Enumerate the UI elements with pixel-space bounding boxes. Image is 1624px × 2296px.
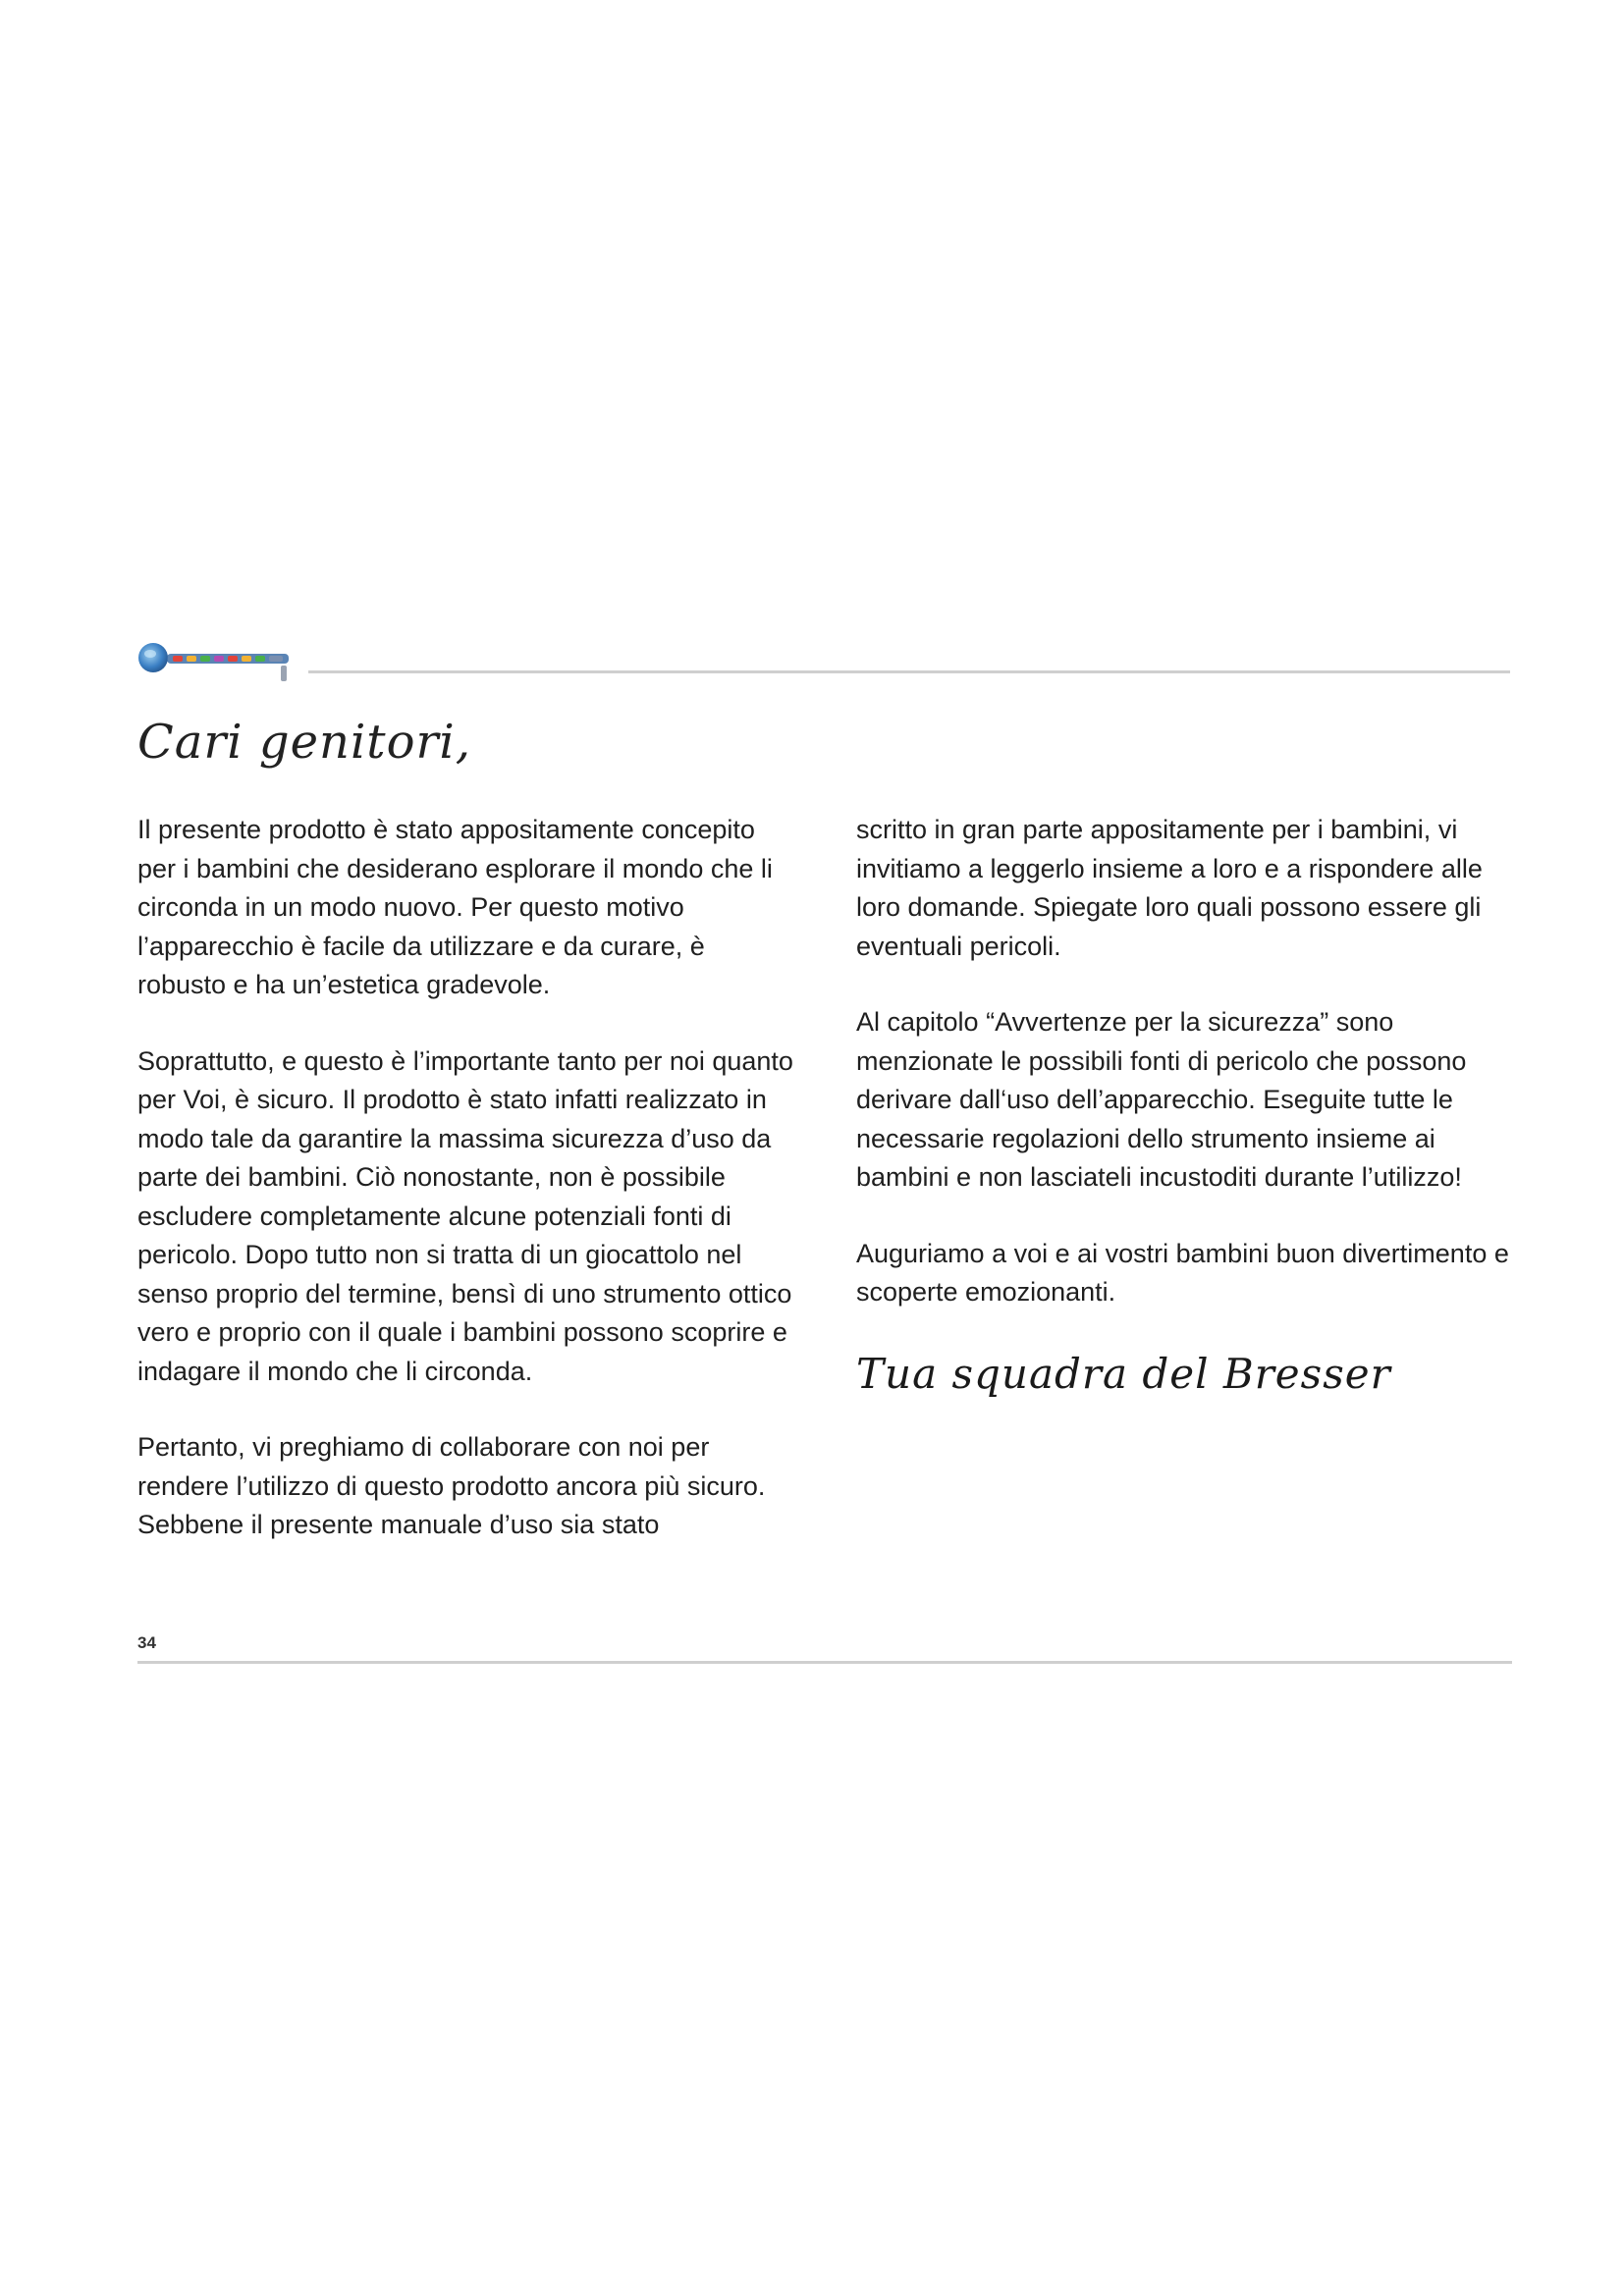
paragraph-intro: Il presente prodotto è stato appositamente concepito per i bambini che desiderano esplorare il mondo che li circonda in un modo nuovo. Per questo motivo l’apparecchio è facile da utilizzare e da curare, è robusto e ha un’estetica gradevole.: [137, 815, 773, 999]
footer-divider: [137, 1661, 1512, 1664]
brand-logo-icon: [137, 636, 297, 685]
header-divider: [308, 670, 1510, 673]
letter-greeting: Cari genitori,: [137, 715, 472, 770]
paragraph-warnings: Al capitolo “Avvertenze per la sicurezza” sono menzionate le possibili fonti di pericolo che possono derivare dall‘uso dell’apparecchio. Eseguite tutte le necessarie regolazioni dello strumento insieme ai bambini e non lasciateli incustoditi durante l’utilizzo!: [856, 1007, 1467, 1192]
letter-signature: Tua squadra del Bresser: [856, 1349, 1391, 1398]
left-column: [137, 811, 797, 1582]
paragraph-collaboration: Pertanto, vi preghiamo di collaborare con noi per rendere l’utilizzo di questo prodotto ancora più sicuro. Sebbene il presente manuale d’uso sia stato: [137, 1432, 766, 1539]
paragraph-manual: scritto in gran parte appositamente per i bambini, vi invitiamo a leggerlo insieme a loro e a rispondere alle loro domande. Spiegate loro quali possono essere gli eventuali pericoli.: [856, 815, 1483, 961]
paragraph-wishes: Auguriamo a voi e ai vostri bambini buon divertimento e scoperte emozionanti.: [856, 1238, 1509, 1307]
paragraph-safety: Soprattutto, e questo è l’importante tanto per noi quanto per Voi, è sicuro. Il prodotto è stato infatti realizzato in modo tale da garantire la massima sicurezza d’uso da parte dei bambini. Ciò nonostante, non è possibile escludere completamente alcune potenziali fonti di pericolo. Dopo tutto non si tratta di un giocattolo nel senso proprio del termine, bensì di uno strumento ottico vero e proprio con il quale i bambini possono scoprire e indagare il mondo che li circonda.: [137, 1045, 793, 1386]
right-column: [856, 811, 1524, 1398]
page-number: 34: [137, 1633, 156, 1652]
